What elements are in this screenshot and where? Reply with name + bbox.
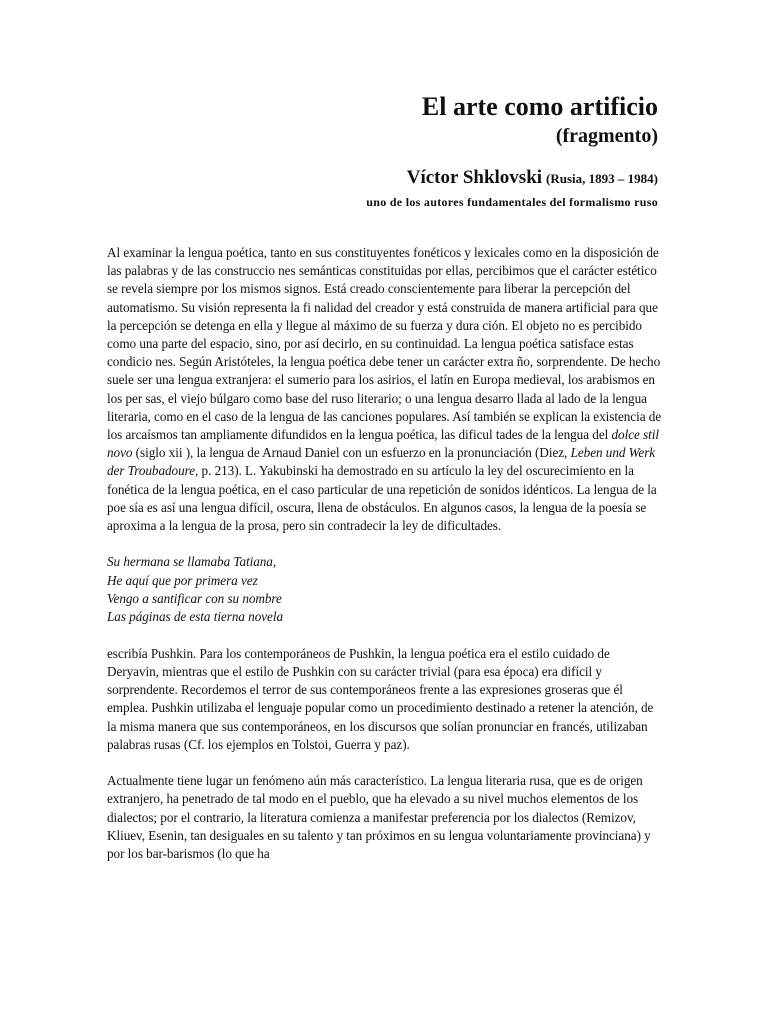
author-line (366, 166, 658, 191)
verse-line: Las páginas de esta tierna novela (107, 609, 284, 625)
paragraph-1 (107, 244, 663, 535)
paragraph-3: Actualmente tiene lugar un fenómeno aún más característico. La lengua literaria rusa, que es de origen extranjero, ha penetrado de tal modo en el pueblo, que ha elevado a su nivel muchos elementos de los dialectos; por el contrario, la literatura comienza a manifestar preferencia por los dialectos (Remizov, Kliuev, Esenin, tan desiguales en su talento y tan próximos en su lengua voluntariamente provinciana) y por los bar-barismos (lo que ha (107, 773, 651, 861)
paragraph-2: escribía Pushkin. Para los contemporáneos de Pushkin, la lengua poética era el estilo cuidado de Deryavin, mientras que el estilo de Pushkin con su carácter trivial (para esa época) era difícil y sorprendente. Recordemos el terror de sus contemporáneos frente a las expresiones groseras que él emplea. Pushkin utilizaba el lenguaje popular como un procedimiento destinado a retener la atención, de la misma manera que sus contemporáneos, en los discursos que solían pronunciar en francés, utilizaban palabras rusas (Cf. los ejemplos en Tolstoi, Guerra y paz). (107, 645, 654, 752)
document-header (366, 92, 658, 210)
document-body (107, 244, 663, 881)
author-meta: (Rusia, 1893 – 1984) (546, 171, 658, 186)
verse-line: Vengo a santificar con su nombre (107, 591, 282, 607)
page-subtitle: (fragmento) (555, 125, 658, 147)
author-tagline: uno de los autores fundamentales del formalismo ruso (366, 195, 658, 209)
verse-line: He aquí que por primera vez (107, 572, 258, 588)
paragraph-1-part-3: p. 213). L. Yakubinski ha demostrado en su artículo la ley del oscurecimiento en la fonética de la lengua poética, en el caso particular de una repetición de sonidos idénticos. La lengua de la poe sía es así una lengua difícil, oscura, llena de obstáculos. En algunos casos, la lengua de la poesía se aproxima a la lengua de la prosa, pero sin contradecir la ley de dificultades. (107, 463, 657, 534)
paragraph-1-italic-2: Leben und Werk der Troubadoure, (107, 445, 656, 479)
paragraph-1-part-2: (siglo xii ), la lengua de Arnaud Daniel con un esfuerzo en la pronunciación (Diez, (132, 445, 571, 461)
page-title: El arte como artificio (421, 92, 658, 121)
paragraph-1-part-1: Al examinar la lengua poética, tanto en sus constituyentes fonéticos y lexicales como en la disposición de las palabras y de las construccio nes semánticas constituidas por ellas, percibimos que el carácter estético se revela siempre por los mismos signos. Está creado conscientemente para liberar la percepción del automatismo. Su visión representa la fi nalidad del creador y está construida de manera artificial para que la percepción se detenga en ella y llegue al máximo de su fuerza y dura ción. El objeto no es percibido como una parte del espacio, sino, por así decirlo, en su continuidad. La lengua poética satisface estas condicio nes. Según Aristóteles, la lengua poética debe tener un carácter extra ño, sorprendente. De hecho suele ser una lengua extranjera: el sumerio para los asirios, el latín en Europa medieval, los arabismos en los per sas, el viejo búlgaro como base del ruso literario; o una lengua desarro llada al lado de la lengua literaria, como en el caso de la lengua de las canciones populares. Así también se explican la existencia de los arcaísmos tan ampliamente difundidos en la lengua poética, las dificul tades de la lengua del (107, 245, 662, 443)
verse-line: Su hermana se llamaba Tatiana, (107, 554, 277, 570)
author-name: Víctor Shklovski (406, 167, 543, 188)
verse-quote (107, 553, 663, 627)
paragraph-1-italic-1: dolce stil novo (107, 427, 659, 461)
